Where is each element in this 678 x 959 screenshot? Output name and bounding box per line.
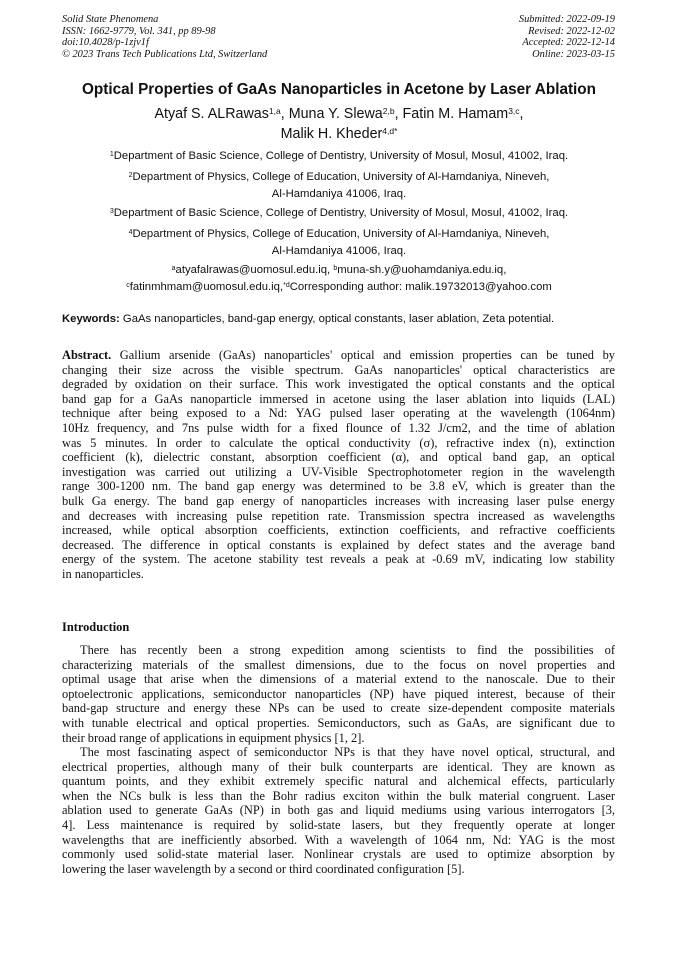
email-link[interactable]: fatinmhmam@uomosul.edu.iq, bbox=[129, 280, 284, 293]
author-name: Atyaf S. ALRawas bbox=[154, 106, 269, 122]
affiliation: $^2$Department of Physics, College of Education, University of Al-Hamdaniya, Nineveh, Al-Hamdaniya 41006, Iraq. bbox=[128, 171, 550, 200]
author-line: Atyaf S. ALRawas$^{1,a}$, Muna Y. Slewa$^{2,b}$, Fatin M. Hamam$^{3,c}$, bbox=[154, 106, 524, 122]
date-submitted: Submitted: 2022-09-19 bbox=[518, 14, 615, 25]
author-list bbox=[60, 104, 618, 144]
corresponding-author[interactable]: Corresponding author: malik.19732013@yahoo.com bbox=[289, 280, 552, 293]
keywords bbox=[62, 311, 622, 327]
affiliation: $^3$Department of Basic Science, College of Dentistry, University of Mosul, Mosul, 41002, Iraq. bbox=[109, 207, 569, 219]
keywords-label: Keywords: bbox=[62, 313, 120, 325]
author-affiliation-mark: 3,c bbox=[508, 106, 520, 116]
introduction-paragraph-1: There has recently been a strong expedition among scientists to find the possibilities of characterizing materials of the smallest dimensions, due to the focus on novel properties and optimal usage that arise when the dimensions of a material extend to the nanoscale. Due to their optoelectronic applications, semiconductor nanoparticles (NP) have piqued interest, because of their band-gap structure and energy these NPs can be used to create size-dependent composite materials with tunable electrical and optical properties. Semiconductors, such as GaAs, are significant due to their broad range of applications in equipment physics [1, 2]. bbox=[62, 643, 615, 745]
author-affiliation-mark: 4,d* bbox=[382, 126, 398, 136]
journal-header bbox=[62, 14, 267, 61]
date-revised: Revised: 2022-12-02 bbox=[528, 25, 615, 37]
journal-issn: ISSN: 1662-9779, Vol. 341, pp 89-98 bbox=[62, 25, 216, 37]
author-line bbox=[60, 124, 618, 144]
email-link[interactable]: muna-sh.y@uohamdaniya.edu.iq, bbox=[337, 264, 507, 276]
author-affiliation-mark: 1,a bbox=[268, 106, 281, 116]
abstract: Abstract. Gallium arsenide (GaAs) nanoparticles' optical and emission properties can be tuned by changing their size across the visible spectrum. GaAs nanoparticles' optical characteristics are degraded by oxidation on their surface. This work investigated the optical constants and the optical band gap for a GaAs nanoparticle immersed in acetone using the laser ablation into liquids (LAL) technique after being exposed to a Nd: YAG pulsed laser operating at the wavelength (1064nm) 10Hz frequency, and 7ns pulse width for a fixed flounce of 1.32 J/cm2, and the time of ablation was 5 minutes. In order to calculate the optical conductivity (σ), refractive index (n), extinction coefficient (k), dielectric constant, absorption coefficient (α), and optical band gap, an optical investigation was carried out utilizing a UV-Visible Spectrophotometer region in the wavelength range 300-1200 nm. The band gap energy was determined to be 3.8 eV, which is greater than the bulk Ga energy. The band gap energy of nanoparticles increases with increasing laser pulse energy and decreases with increasing pulse repetition rate. Transmission spectra increased as wavelengths increased, while optical absorption coefficients, extinction coefficients, and refractive coefficients decreased. The difference in optical constants is explained by defect states and the average band energy of the system. The acetone stability test reveals a peak at -0.69 mV, indicating low stability in nanoparticles. bbox=[62, 348, 615, 581]
affiliation: $^1$Department of Basic Science, College of Dentistry, University of Mosul, Mosul, 41002, Iraq. bbox=[109, 150, 569, 162]
journal-name: Solid State Phenomena bbox=[62, 14, 159, 25]
date-accepted: Accepted: 2022-12-14 bbox=[522, 37, 615, 49]
affiliation: $^4$Department of Physics, College of Education, University of Al-Hamdaniya, Nineveh, Al-Hamdaniya 41006, Iraq. bbox=[128, 228, 550, 257]
dates-header bbox=[519, 14, 615, 61]
author-name: Muna Y. Slewa bbox=[288, 106, 383, 122]
introduction-paragraph-2: The most fascinating aspect of semiconductor NPs is that they have novel optical, structural, and electrical properties, although many of their bulk counterparts are identical. They are known as quantum points, and they exhibit extremely specific natural and alchemical effects, particularly when the NCs bulk is less than the Bohr radius exciton within the bulk material congruent. Laser ablation used to generate GaAs (NP) in both gas and liquid mediums using various interrogators [3, 4]. Less maintenance is required by solid-state lasers, but they frequently operate at longer wavelengths that are inefficiently absorbed. With a wavelength of 1064 nm, Nd: YAG is the most commonly used solid-state material laser. Nonlinear crystals are used to optimize absorption by lowering the laser wavelength by a second or third coordinated configuration [5]. bbox=[62, 745, 615, 876]
paper-title: Optical Properties of GaAs Nanoparticles in Acetone by Laser Ablation bbox=[82, 81, 596, 98]
author-affiliation-mark: 2,b bbox=[382, 106, 395, 116]
section-heading-introduction: Introduction bbox=[62, 620, 130, 634]
abstract-label: Abstract. bbox=[62, 348, 112, 362]
journal-doi: doi:10.4028/p-1zjv1f bbox=[62, 37, 149, 49]
author-emails: $^a$atyafalrawas@uomosul.edu.iq, $^b$muna-sh.y@uohamdaniya.edu.iq, $^c$fatinmhmam@uomosul.edu.iq,$^{*d}$Corresponding author: malik.19732013@yahoo.com bbox=[126, 264, 552, 293]
email-link[interactable]: atyafalrawas@uomosul.edu.iq, bbox=[175, 264, 334, 276]
date-online: Online: 2023-03-15 bbox=[532, 49, 615, 61]
author-name: Malik H. Kheder bbox=[280, 126, 383, 142]
author-name: Fatin M. Hamam bbox=[402, 106, 509, 122]
journal-copyright: © 2023 Trans Tech Publications Ltd, Switzerland bbox=[62, 49, 268, 61]
keywords-text: GaAs nanoparticles, band-gap energy, optical constants, laser ablation, Zeta potential. bbox=[119, 313, 555, 325]
